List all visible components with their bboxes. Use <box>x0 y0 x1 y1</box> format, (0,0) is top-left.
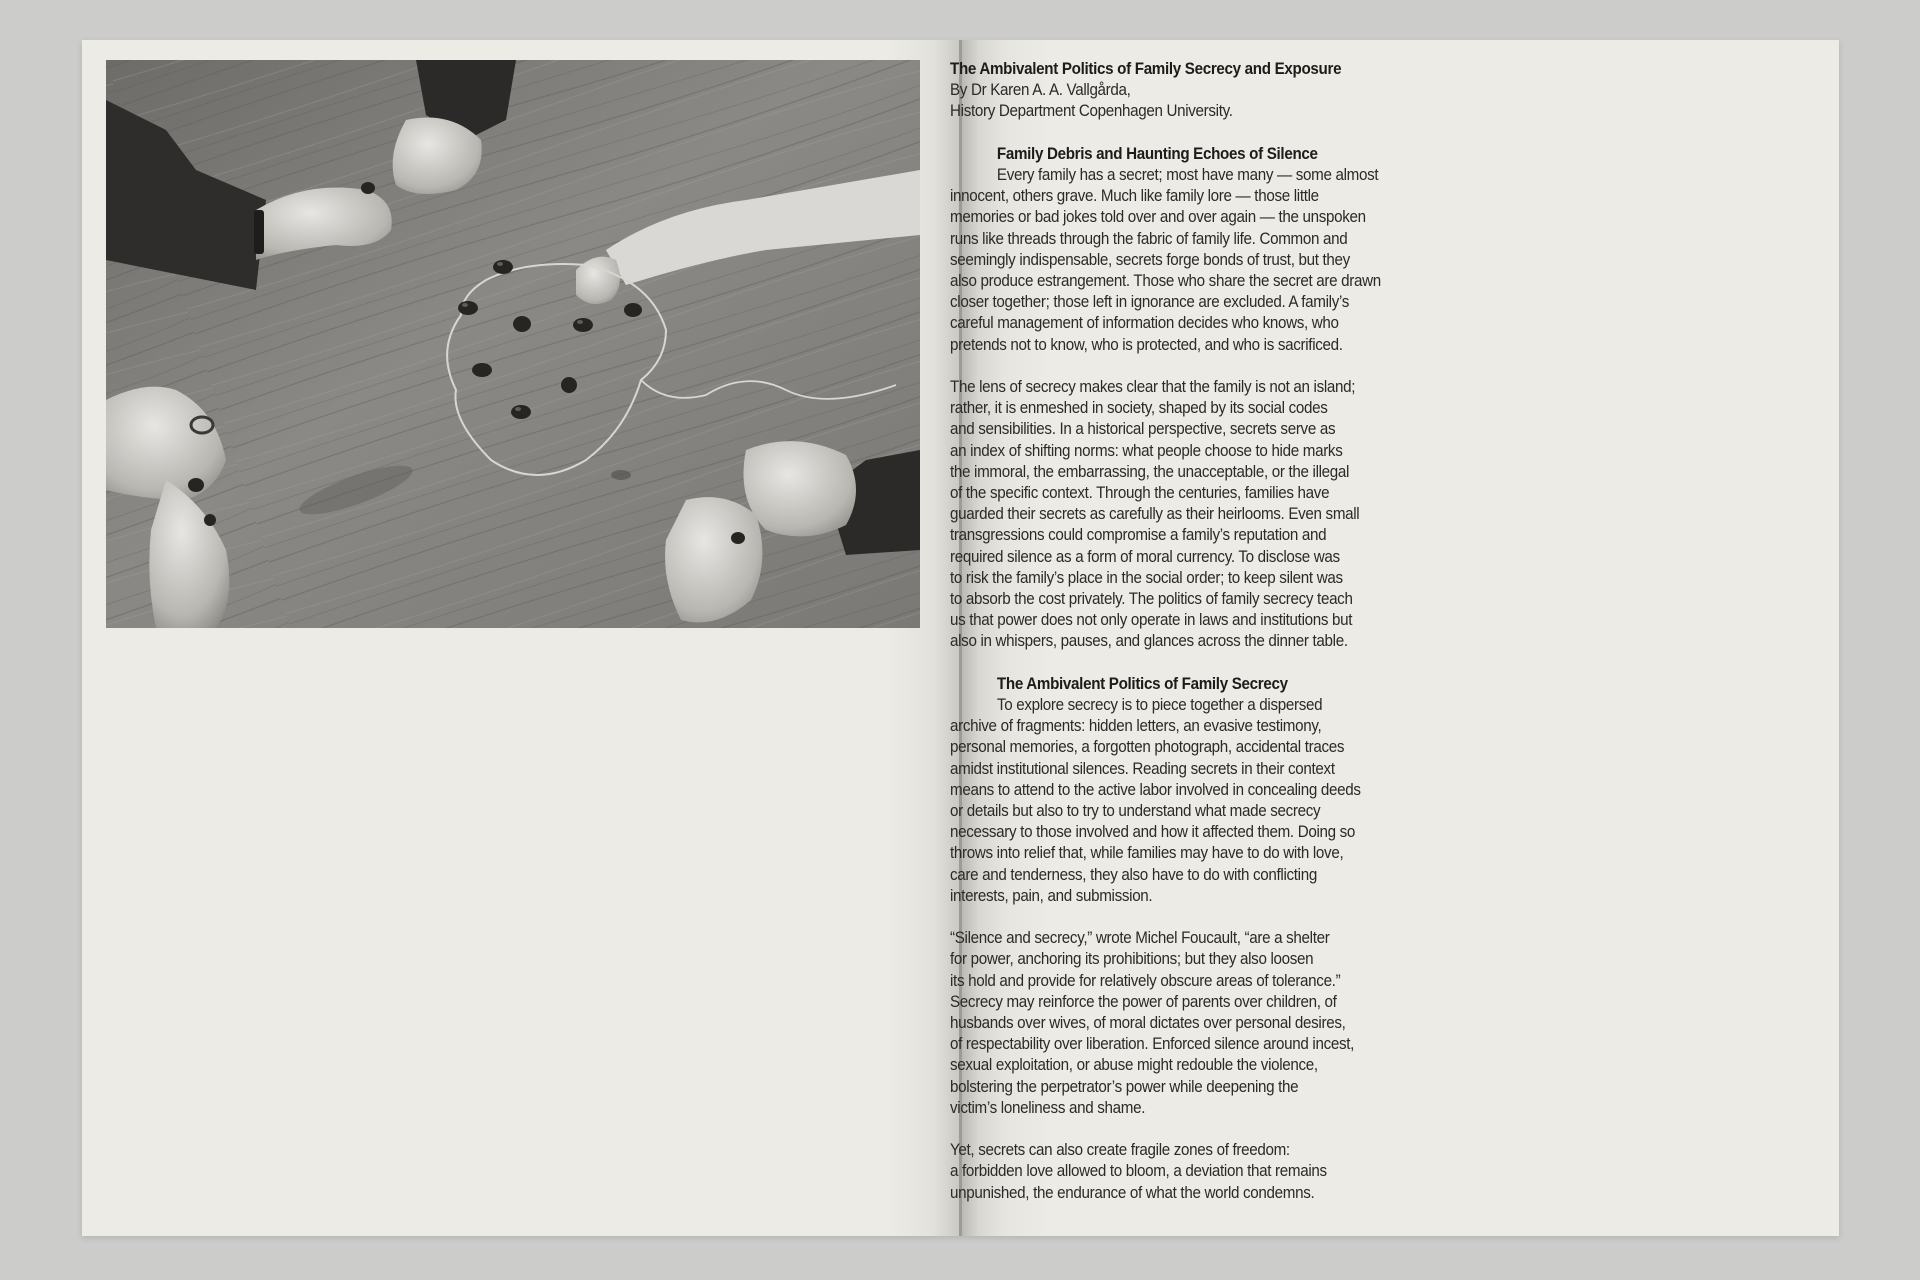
section-heading: The Ambivalent Politics of Family Secrecy <box>996 674 1288 693</box>
paragraph-line: care and tenderness, they also have to do with conflicting <box>950 865 1317 884</box>
paragraph-line: an index of shifting norms: what people choose to hide marks <box>950 441 1343 460</box>
paragraph-line: memories or bad jokes told over and over again — the unspoken <box>950 208 1366 227</box>
paragraph <box>950 165 1428 356</box>
paragraph-line: its hold and provide for relatively obscure areas of tolerance.” <box>950 971 1341 990</box>
paragraph-line: interests, pain, and submission. <box>950 886 1153 905</box>
left-page <box>82 40 960 1236</box>
section-heading: Family Debris and Haunting Echoes of Silence <box>996 144 1318 163</box>
paragraph-line: Every family has a secret; most have many — some almost <box>996 166 1379 184</box>
article-title: The Ambivalent Politics of Family Secrecy and Exposure <box>950 60 1342 78</box>
paragraph-line: personal memories, a forgotten photograph, accidental traces <box>950 738 1345 757</box>
paragraph-line: victim’s loneliness and shame. <box>950 1098 1146 1117</box>
paragraph-line: careful management of information decides who knows, who <box>950 314 1339 333</box>
paragraph-line: unpunished, the endurance of what the world condemns. <box>950 1183 1315 1202</box>
paragraph-line: or details but also to try to understand what made secrecy <box>950 802 1321 821</box>
paragraph <box>950 377 1428 653</box>
paragraph-line: a forbidden love allowed to bloom, a deviation that remains <box>950 1162 1327 1181</box>
paragraph <box>950 1140 1428 1204</box>
paragraph-line: to risk the family’s place in the social order; to keep silent was <box>950 568 1343 587</box>
paragraph-line: Yet, secrets can also create fragile zones of freedom: <box>950 1141 1290 1160</box>
paragraph-line: required silence as a form of moral currency. To disclose was <box>950 547 1340 566</box>
paragraph-line: throws into relief that, while families may have to do with love, <box>950 844 1344 863</box>
paragraph-line: us that power does not only operate in laws and institutions but <box>950 611 1353 630</box>
paragraph-line: Secrecy may reinforce the power of parents over children, of <box>950 992 1337 1011</box>
paragraph-line: runs like threads through the fabric of family life. Common and <box>950 229 1348 248</box>
paragraph-line: amidst institutional silences. Reading secrets in their context <box>950 759 1335 778</box>
paragraph-line: and sensibilities. In a historical perspective, secrets serve as <box>950 420 1336 439</box>
paragraph-line: necessary to those involved and how it affected them. Doing so <box>950 823 1356 842</box>
paragraph-line: The lens of secrecy makes clear that the family is not an island; <box>950 378 1356 397</box>
paragraph-line: bolstering the perpetrator’s power while deepening the <box>950 1077 1299 1096</box>
paragraph-line: of the specific context. Through the centuries, families have <box>950 484 1330 503</box>
paragraph-line: seemingly indispensable, secrets forge bonds of trust, but they <box>950 250 1350 269</box>
paragraph-line: sexual exploitation, or abuse might redouble the violence, <box>950 1056 1318 1075</box>
article-byline: By Dr Karen A. A. Vallgårda, <box>950 81 1131 100</box>
paragraph <box>950 695 1428 907</box>
paragraph-line: means to attend to the active labor involved in concealing deeds <box>950 780 1361 799</box>
paragraph-line: rather, it is enmeshed in society, shaped by its social codes <box>950 399 1328 418</box>
paragraph-line: To explore secrecy is to piece together a dispersed <box>996 696 1323 715</box>
paragraph-line: “Silence and secrecy,” wrote Michel Foucault, “are a shelter <box>950 929 1330 948</box>
paragraph-line: the immoral, the embarrassing, the unacceptable, or the illegal <box>950 462 1350 481</box>
paragraph-line: innocent, others grave. Much like family lore — those little <box>950 187 1319 206</box>
paragraph-line: to absorb the cost privately. The politics of family secrecy teach <box>950 590 1353 609</box>
paragraph <box>950 928 1428 1119</box>
paragraph-line: transgressions could compromise a family’s reputation and <box>950 526 1327 545</box>
paragraph-line: also in whispers, pauses, and glances across the dinner table. <box>950 632 1348 651</box>
paragraph-line: husbands over wives, of moral dictates over personal desires, <box>950 1014 1346 1033</box>
paragraph-line: of respectability over liberation. Enforced silence around incest, <box>950 1035 1355 1054</box>
paragraph-line: closer together; those left in ignorance are excluded. A family’s <box>950 293 1350 312</box>
paragraph-line: also produce estrangement. Those who share the secret are drawn <box>950 272 1381 291</box>
paragraph-line: for power, anchoring its prohibitions; but they also loosen <box>950 950 1314 969</box>
paragraph-line: pretends not to know, who is protected, and who is sacrificed. <box>950 335 1343 354</box>
paragraph-line: archive of fragments: hidden letters, an evasive testimony, <box>950 717 1322 736</box>
paragraph-line: guarded their secrets as carefully as their heirlooms. Even small <box>950 505 1360 524</box>
article-text-column <box>950 59 1428 1204</box>
article-affiliation: History Department Copenhagen University. <box>950 102 1233 121</box>
hands-with-stones-photograph <box>106 60 920 628</box>
